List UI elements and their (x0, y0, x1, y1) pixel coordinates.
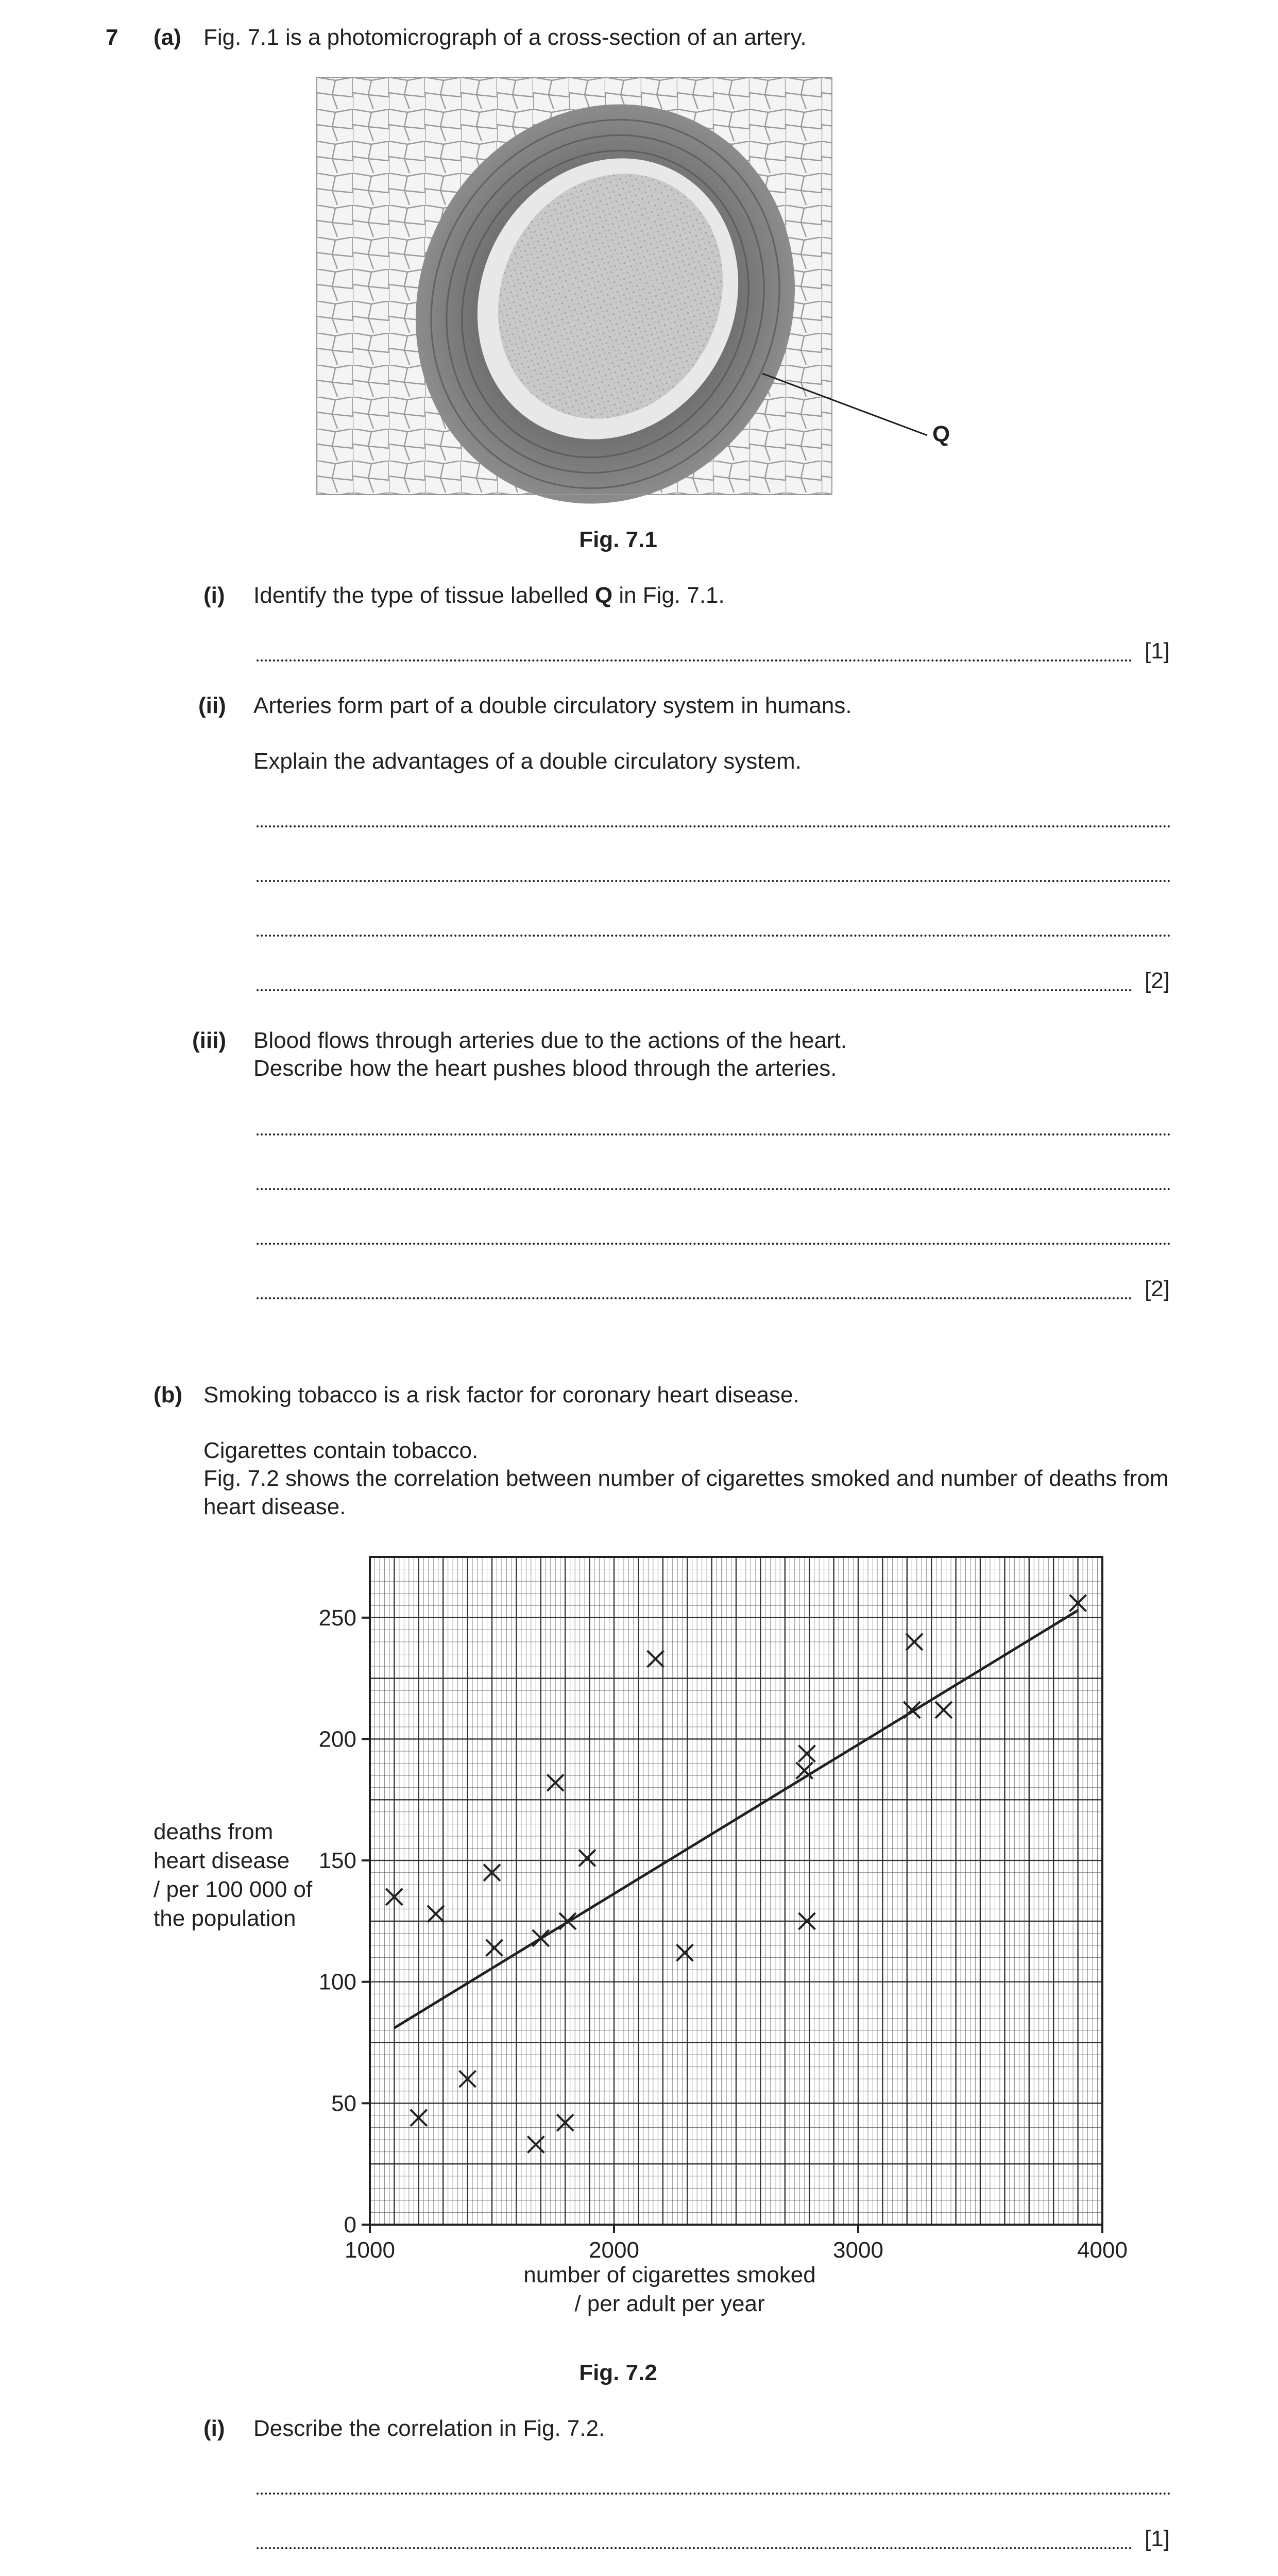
answer-line-a-iii-4[interactable] (257, 1297, 1132, 1299)
part-a-i-text-bold: Q (594, 583, 613, 608)
fig72-xlabel (515, 2261, 824, 2318)
fig72-caption: Fig. 7.2 (579, 2360, 657, 2385)
answer-line-a-iii-3[interactable] (257, 1243, 1171, 1245)
fig71-caption: Fig. 7.1 (579, 527, 657, 552)
part-b-label: (b) (154, 1382, 183, 1408)
part-a-i-question (253, 581, 725, 609)
x-tick-label: 2000 (589, 2238, 639, 2263)
data-point (428, 1906, 444, 1922)
fig72-ylabel-line-2: heart disease (154, 1848, 290, 1873)
part-b-i-text: Describe the correlation in Fig. 7.2. (253, 2416, 605, 2441)
fig72-xlabel-line-2: / per adult per year (574, 2291, 765, 2316)
x-tick-label: 4000 (1077, 2238, 1128, 2263)
mark-a-ii: [2] (1145, 968, 1170, 993)
fig72-ylabel-line-3: / per 100 000 of (154, 1877, 313, 1902)
part-a-iii-text: Blood flows through arteries due to the actions of the heart. (253, 1028, 847, 1053)
part-a-iii-prompt: Describe how the heart pushes blood through the arteries. (253, 1056, 837, 1081)
x-tick-label: 3000 (833, 2238, 883, 2263)
y-tick-label: 100 (318, 1969, 356, 1995)
part-a-iii-label: (iii) (192, 1028, 226, 1053)
part-a-ii-prompt: Explain the advantages of a double circulatory system. (253, 749, 802, 774)
fig72-scatter-chart (0, 1525, 1278, 2263)
fig72-ylabel-line-1: deaths from (154, 1819, 274, 1844)
answer-line-a-i[interactable] (257, 659, 1132, 662)
mark-b-i: [1] (1145, 2526, 1170, 2551)
data-point (579, 1850, 595, 1866)
part-b-i-label: (i) (203, 2416, 225, 2441)
mark-a-iii: [2] (1145, 1276, 1170, 1301)
part-a-i-text-before: Identify the type of tissue labelled (253, 583, 595, 608)
part-b-text2: Fig. 7.2 shows the correlation between number of cigarettes smoked and number of deaths from heart disease. (203, 1466, 1169, 1519)
data-point (676, 1944, 693, 1961)
data-point (935, 1702, 952, 1718)
fig72-ylabel-line-4: the population (154, 1906, 296, 1931)
answer-line-b-i-1[interactable] (257, 2493, 1171, 2495)
y-tick-label: 250 (318, 1605, 356, 1631)
part-b-text1: Cigarettes contain tobacco. (203, 1438, 479, 1463)
part-b-intro: Smoking tobacco is a risk factor for coronary heart disease. (203, 1382, 799, 1408)
answer-line-a-ii-4[interactable] (257, 989, 1132, 991)
answer-line-a-iii-2[interactable] (257, 1188, 1171, 1190)
y-tick-label: 150 (318, 1848, 356, 1874)
y-tick-label: 50 (331, 2091, 356, 2116)
y-tick-label: 200 (318, 1726, 356, 1752)
fig71-label-q: Q (932, 421, 950, 447)
part-a-ii-text: Arteries form part of a double circulatory system in humans. (253, 693, 852, 718)
data-point (798, 1745, 815, 1762)
part-a-ii-label: (ii) (198, 693, 226, 718)
part-a-label: (a) (154, 25, 181, 50)
data-point (647, 1651, 664, 1667)
part-a-intro: Fig. 7.1 is a photomicrograph of a cross-section of an artery. (203, 25, 807, 50)
question-number: 7 (106, 25, 118, 50)
answer-line-a-iii-1[interactable] (257, 1133, 1171, 1136)
mark-a-i: [1] (1145, 638, 1170, 664)
answer-line-b-i-2[interactable] (257, 2547, 1132, 2549)
data-point (486, 1940, 503, 1956)
answer-line-a-ii-2[interactable] (257, 880, 1171, 882)
y-tick-label: 0 (344, 2212, 356, 2238)
x-tick-label: 1000 (345, 2238, 395, 2263)
artery-photomicrograph (317, 77, 997, 495)
part-a-i-text-after: in Fig. 7.1. (612, 583, 725, 608)
answer-line-a-ii-1[interactable] (257, 825, 1171, 827)
fig72-xlabel-line-1: number of cigarettes smoked (523, 2262, 816, 2287)
part-a-i-label: (i) (203, 583, 225, 608)
answer-line-a-ii-3[interactable] (257, 935, 1171, 937)
chart-grid-major (370, 1557, 1102, 2225)
